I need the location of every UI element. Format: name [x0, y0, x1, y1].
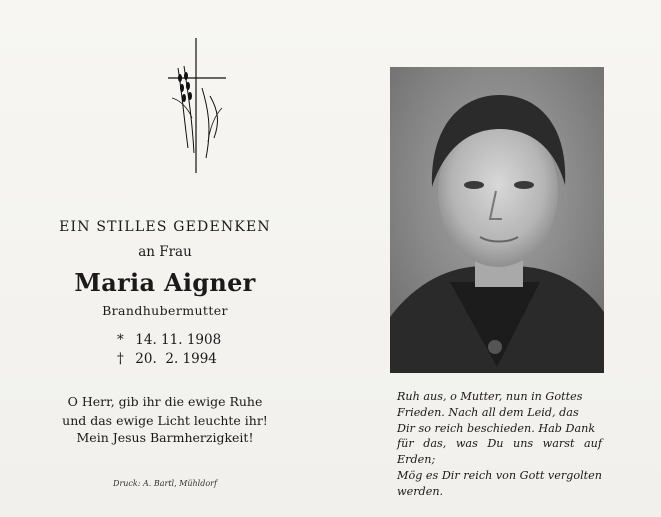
- prayer: [30, 392, 300, 430]
- prayer-line-3: Mein Jesus Barmherzigkeit!: [76, 430, 254, 445]
- verse-line-5: Mög es Dir reich von Gott vergolten: [397, 468, 602, 482]
- birth-row: [117, 331, 277, 350]
- dates: [117, 331, 277, 369]
- portrait-photo: [390, 67, 604, 373]
- prayer-line-1: O Herr, gib ihr die ewige Ruhe: [67, 394, 263, 409]
- verse-line-3: Dir so reich beschieden. Hab Dank: [397, 421, 596, 435]
- birth-symbol: *: [117, 332, 124, 348]
- portrait-icon: [390, 67, 604, 373]
- verse-line-6: werden.: [397, 484, 444, 498]
- deceased-name: Maria Aigner: [74, 268, 256, 297]
- verse-line-4: für das, was Du uns warst auf Erden;: [397, 437, 602, 467]
- heading: EIN STILLES GEDENKEN: [59, 219, 271, 235]
- birth-date: 14. 11. 1908: [135, 332, 222, 348]
- an-frau: an Frau: [138, 244, 192, 260]
- printer-credit: Druck: A. Bartl, Mühldorf: [113, 479, 217, 488]
- prayer-line-2: und das ewige Licht leuchte ihr!: [62, 413, 268, 428]
- death-symbol: †: [117, 351, 124, 367]
- verse: [397, 389, 602, 500]
- death-date: 20. 2. 1994: [135, 351, 217, 367]
- deceased-title: Brandhubermutter: [102, 303, 228, 318]
- death-row: [117, 350, 277, 369]
- cross-with-wheat-icon: [162, 38, 232, 173]
- verse-line-1: Ruh aus, o Mutter, nun in Gottes: [397, 390, 583, 403]
- verse-line-2: Frieden. Nach all dem Leid, das: [397, 405, 579, 419]
